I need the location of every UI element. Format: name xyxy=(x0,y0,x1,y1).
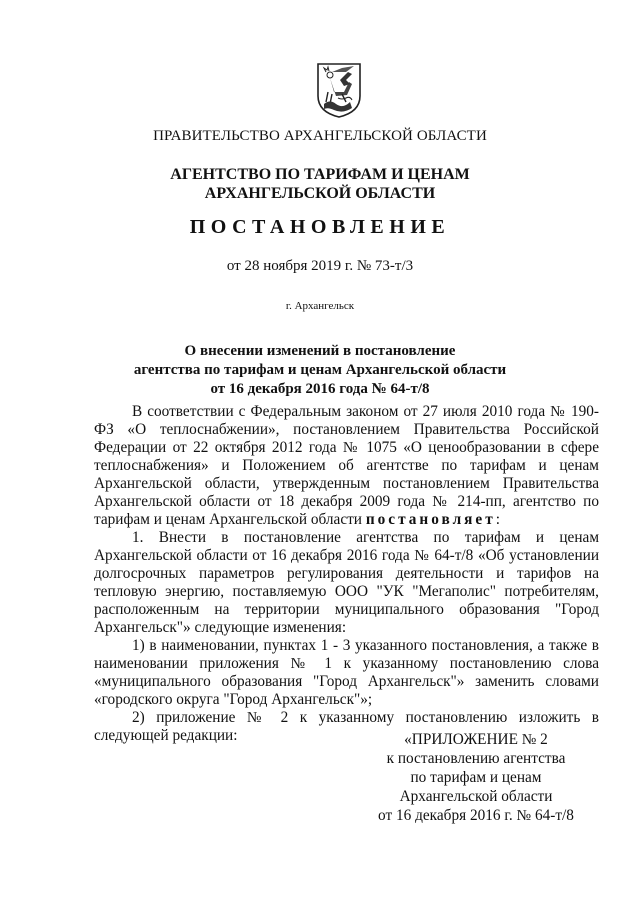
paragraph-subitem-1: 1) в наименовании, пунктах 1 - 3 указанного постановления, а также в наименовании приложения № 1 к указанному постановлению слова «муниципального образования "Город Архангельск"» заменить словами «городского округа "Город Архангельск"»; xyxy=(94,637,599,708)
paragraph-item-1: 1. Внести в постановление агентства по тарифам и ценам Архангельской области от 16 декабря 2016 года № 64-т/8 «Об установлении долгосрочных параметров регулирования деятельности и тарифов на тепловую энергию, поставляемую ООО "УК "Мегаполис" потребителям, расположенным на территории муниципального образования "Город Архангельск"» следующие изменения: xyxy=(94,529,599,636)
government-name: ПРАВИТЕЛЬСТВО АРХАНГЕЛЬСКОЙ ОБЛАСТИ xyxy=(153,128,487,144)
preamble-text: В соответствии с Федеральным законом от 27 июля 2010 года № 190-ФЗ «О теплоснабжении», постановлением Правительства Российской Федерации от 22 октября 2012 года № 1075 «О ценообразовании в сфере теплоснабжения» и Положением об агентстве по тарифам и ценам Архангельской области, утвержденным постановлением Правительства Архангельской области от 18 декабря 2009 года № 214-пп, агентство по тарифам и ценам Архангельской области xyxy=(94,403,599,528)
appendix-line5: от 16 декабря 2016 г. № 64-т/8 xyxy=(378,807,574,824)
document-city: г. Архангельск xyxy=(285,300,355,312)
subject-line2: агентства по тарифам и ценам Архангельской области xyxy=(133,362,507,378)
document-type: ПОСТАНОВЛЕНИЕ xyxy=(189,216,451,238)
document-subject xyxy=(0,342,640,399)
decree-word: постановляет xyxy=(365,511,496,528)
subject-line3: от 16 декабря 2016 года № 64-т/8 xyxy=(210,381,430,397)
appendix-heading xyxy=(352,730,600,825)
preamble-end: : xyxy=(495,511,500,528)
appendix-line2: к постановлению агентства xyxy=(386,750,566,767)
paragraph-preamble xyxy=(94,403,599,529)
appendix-line3: по тарифам и ценам xyxy=(410,769,542,786)
coat-of-arms-icon xyxy=(316,62,362,118)
paragraph-subitem-2: 2) приложение № 2 к указанному постановлению изложить в следующей редакции: xyxy=(94,709,599,744)
subject-line1: О внесении изменений в постановление xyxy=(184,343,456,359)
document-body xyxy=(94,403,599,745)
appendix-line4: Архангельской области xyxy=(399,788,553,805)
appendix-line1: «ПРИЛОЖЕНИЕ № 2 xyxy=(404,731,548,748)
agency-name-line2: АРХАНГЕЛЬСКОЙ ОБЛАСТИ xyxy=(204,185,436,202)
agency-name xyxy=(0,165,640,203)
document-date-number: от 28 ноября 2019 г. № 73-т/3 xyxy=(226,258,414,274)
agency-name-line1: АГЕНТСТВО ПО ТАРИФАМ И ЦЕНАМ xyxy=(170,166,470,183)
